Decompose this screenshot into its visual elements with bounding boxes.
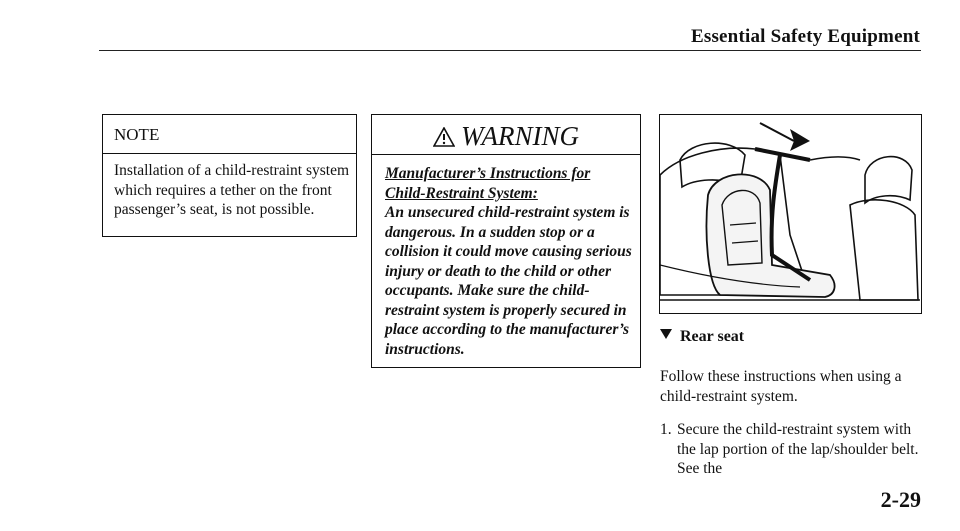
warning-header: [372, 115, 640, 155]
warning-box: [371, 114, 641, 368]
warning-triangle-icon: [433, 127, 455, 147]
warning-subtitle: Manufacturer’s Instructions for Child-Restraint System:: [385, 165, 591, 202]
note-body: Installation of a child-restraint system which requires a tether on the front passenger’s seat, is not possible.: [114, 162, 350, 218]
caption-triangle-icon: [660, 329, 672, 339]
step-number: 1.: [660, 421, 672, 438]
figure-caption-text: Rear seat: [680, 328, 745, 345]
instructions-intro: Follow these instructions when using a child-restraint system.: [660, 368, 902, 405]
warning-body-block: [372, 155, 640, 359]
page-header-title: Essential Safety Equipment: [690, 26, 920, 47]
figure-caption: [660, 328, 744, 346]
rear-seat-figure: [659, 114, 922, 314]
step-text: Secure the child-restraint system with the lap portion of the lap/shoulder belt. See the: [677, 421, 919, 477]
note-heading: NOTE: [103, 115, 356, 154]
instruction-step: [660, 420, 930, 479]
page-number: 2-29: [880, 487, 921, 512]
header-rule: [99, 50, 921, 51]
warning-heading: WARNING: [460, 121, 580, 151]
child-seat-illustration: [660, 115, 920, 312]
note-box: [102, 114, 357, 237]
warning-body: An unsecured child-restraint system is dangerous. In a sudden stop or a collision it could move causing serious injury or death to the child or other occupants. Make sure the child-restraint system is properly secured in place according to the manufacturer’s instructions.: [385, 204, 632, 358]
